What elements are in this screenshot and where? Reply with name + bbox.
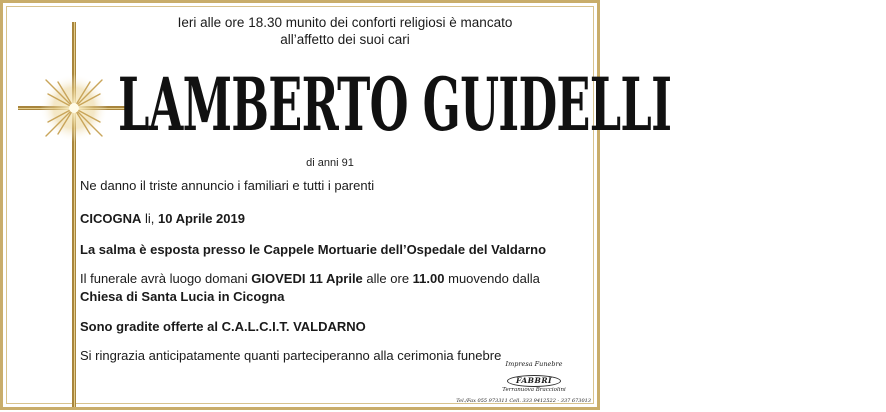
viewing-info: La salma è esposta presso le Cappele Mortuarie dell’Ospedale del Valdarno — [80, 242, 547, 257]
thanks-text: Si ringrazia anticipatamente quanti parteciperanno alla cerimonia funebre — [80, 348, 502, 363]
logo-name: FABBRI — [507, 375, 561, 387]
funeral-text-3: muovendo dalla — [444, 271, 540, 286]
logo-subtitle: Terranuova Bracciolini — [502, 387, 566, 393]
announcement-text: Ne danno il triste annuncio i familiari e tutti i parenti — [80, 178, 375, 193]
funeral-home-logo — [486, 360, 582, 402]
place-name: CICOGNA — [80, 211, 142, 226]
logo-top-text: Impresa Funebre — [505, 360, 563, 368]
announcement-date: 10 Aprile 2019 — [158, 211, 245, 226]
funeral-day: GIOVEDI 11 Aprile — [251, 271, 363, 286]
funeral-info — [80, 270, 580, 306]
deceased-name — [118, 61, 672, 148]
intro-line-2: all’affetto dei suoi cari — [280, 32, 410, 47]
place-date-connector: li, — [141, 211, 159, 226]
funeral-text-1: Il funerale avrà luogo domani — [80, 271, 252, 286]
deceased-age: di anni 91 — [306, 157, 354, 169]
place-date — [80, 210, 580, 228]
funeral-text-2: alle ore — [362, 271, 413, 286]
funeral-time: 11.00 — [412, 271, 445, 286]
funeral-church: Chiesa di Santa Lucia in Cicogna — [80, 289, 285, 304]
intro-line-1: Ieri alle ore 18.30 munito dei conforti religiosi è mancato — [177, 15, 513, 30]
donations-info: Sono gradite offerte al C.A.L.C.I.T. VALDARNO — [80, 319, 366, 334]
deceased-name-text: LAMBERTO GUIDELLI — [118, 61, 672, 148]
logo-phone: Tel./Fax 055 973311 Cell. 333 9412522 - 337 673013 — [456, 398, 591, 404]
intro-text — [160, 14, 530, 48]
